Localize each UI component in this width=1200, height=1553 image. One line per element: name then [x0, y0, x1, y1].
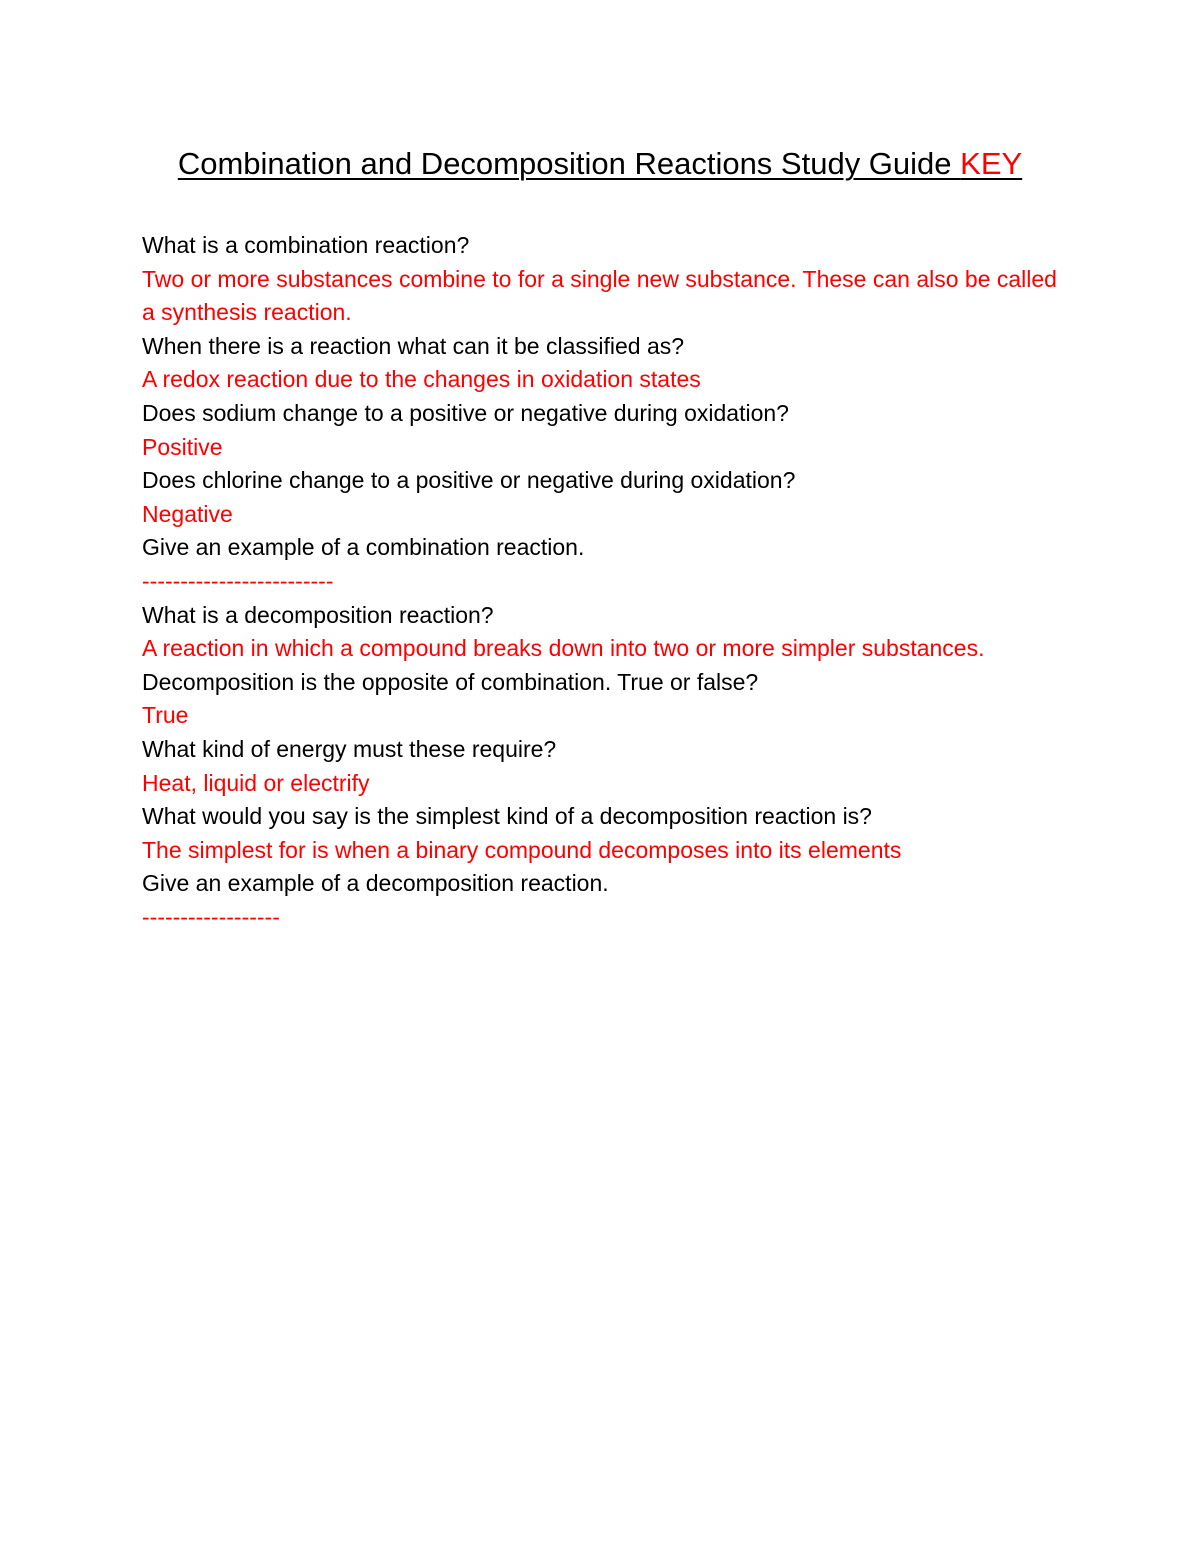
answer-blank-dashes: ------------------	[142, 903, 280, 930]
answer-line: A redox reaction due to the changes in oxidation states	[142, 366, 701, 393]
question-line: Does sodium change to a positive or negative during oxidation?	[142, 399, 789, 426]
question-line: What would you say is the simplest kind of a decomposition reaction is?	[142, 803, 872, 830]
title-main: Combination and Decomposition Reactions Study Guide	[177, 146, 952, 181]
study-guide-body	[142, 229, 1072, 934]
question-line: When there is a reaction what can it be classified as?	[142, 332, 685, 359]
question-line: What is a combination reaction?	[142, 232, 470, 258]
answer-line: A reaction in which a compound breaks down into two or more simpler substances.	[142, 635, 985, 662]
page-title	[0, 142, 1200, 186]
answer-line: The simplest for is when a binary compound decomposes into its elements	[142, 836, 902, 863]
title-key: KEY	[960, 146, 1023, 181]
question-line: Decomposition is the opposite of combination. True or false?	[142, 668, 759, 695]
question-line: What kind of energy must these require?	[142, 735, 557, 762]
answer-line: Heat, liquid or electrify	[142, 769, 370, 796]
question-line: Give an example of a decomposition reaction.	[142, 870, 609, 897]
question-line: Does chlorine change to a positive or negative during oxidation?	[142, 467, 796, 494]
answer-line: Positive	[142, 433, 223, 460]
answer-line: Negative	[142, 500, 233, 527]
question-line: What is a decomposition reaction?	[142, 601, 494, 628]
question-line: Give an example of a combination reaction.	[142, 534, 585, 561]
answer-blank-dashes: -------------------------	[142, 567, 334, 594]
answer-line: True	[142, 702, 189, 729]
answer-line: Two or more substances combine to for a single new substance. These can also be called a synthesis reaction.	[142, 265, 1057, 326]
